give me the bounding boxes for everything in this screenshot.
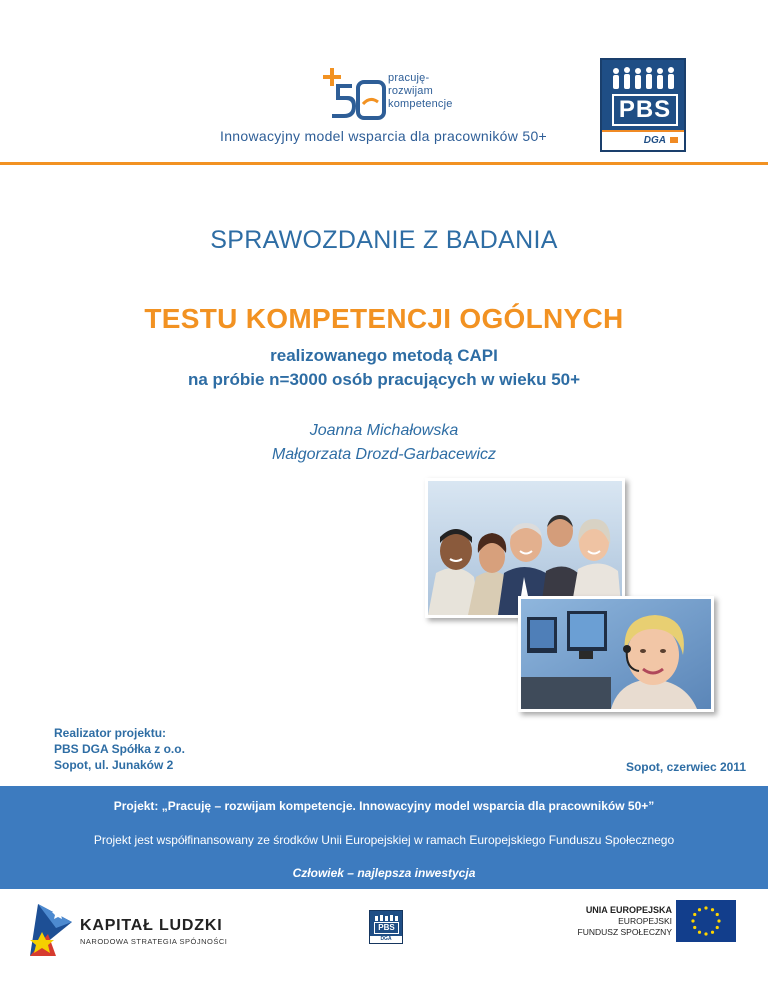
logo-word-1: pracuję- [388, 72, 430, 84]
eu-star-icon [704, 906, 707, 909]
author-1: Joanna Michałowska [309, 422, 459, 439]
eu-star-icon [693, 913, 696, 916]
report-subject: TESTU KOMPETENCJI OGÓLNYCH [144, 303, 624, 334]
eu-star-icon [711, 908, 714, 911]
people-small-icon [374, 914, 400, 921]
pbs-small-wordmark: PBS [374, 922, 399, 934]
eu-star-icon [691, 919, 694, 922]
woman-with-headset-image [521, 599, 711, 709]
pbs-dga-logo [600, 58, 686, 152]
pbs-wordmark: PBS [612, 94, 678, 126]
project-name: Projekt: „Pracuję – rozwijam kompetencje. Innowacyjny model wsparcia dla pracowników 50+” [113, 799, 655, 813]
header-tagline: Innowacyjny model wsparcia dla pracowników 50+ [220, 128, 548, 144]
program-motto: Człowiek – najlepsza inwestycja [292, 866, 476, 880]
eu-line-2: EUROPEJSKI [618, 916, 672, 926]
kapital-ludzki-emblem-icon [28, 898, 74, 958]
kapital-ludzki-title: KAPITAŁ LUDZKI [80, 917, 223, 934]
dga-wordmark: DGA [602, 130, 684, 150]
eu-star-icon [716, 926, 719, 929]
kapital-ludzki-subtitle: NARODOWA STRATEGIA SPÓJNOŚCI [80, 937, 228, 946]
contractor-label: Realizator projektu: [54, 726, 167, 740]
eu-star-icon [711, 931, 714, 934]
consultant-photo [518, 596, 714, 712]
header-divider [0, 162, 768, 165]
pbs-small-dga: DGA [370, 936, 402, 943]
contractor-address: Sopot, ul. Junaków 2 [54, 758, 174, 772]
contractor-company: PBS DGA Spółka z o.o. [54, 742, 185, 756]
logo-word-3: kompetencje [388, 98, 453, 110]
eu-line-1: UNIA EUROPEJSKA [585, 905, 672, 915]
people-silhouettes-icon [608, 66, 680, 90]
plus-50-icon [322, 68, 386, 120]
eu-star-icon [698, 908, 701, 911]
sample-line: na próbie n=3000 osób pracujących w wieku 50+ [187, 370, 581, 389]
project-50-logo [322, 68, 472, 120]
method-line: realizowanego metodą CAPI [270, 346, 498, 365]
logo-words [388, 72, 453, 111]
cofinancing-note: Projekt jest współfinansowany ze środków Unii Europejskiej w ramach Europejskiego Funduszu Społecznego [93, 833, 675, 847]
eu-flag-icon [676, 900, 736, 942]
eu-star-icon [698, 931, 701, 934]
eu-line-3: FUNDUSZ SPOŁECZNY [577, 927, 672, 937]
place-and-date: Sopot, czerwiec 2011 [625, 760, 746, 774]
eu-star-icon [693, 926, 696, 929]
group-of-people-image [428, 481, 622, 615]
eu-star-icon [704, 932, 707, 935]
eu-star-icon [717, 919, 720, 922]
logo-word-2: rozwijam [388, 85, 433, 97]
project-contractor [54, 725, 185, 773]
report-title: SPRAWOZDANIE Z BADANIA [210, 226, 558, 254]
project-info-band [0, 786, 768, 889]
eu-fund-text [578, 905, 672, 938]
author-2: Małgorzata Drozd-Garbacewicz [271, 446, 497, 463]
pbs-small-logo [369, 910, 403, 944]
eu-star-icon [716, 913, 719, 916]
